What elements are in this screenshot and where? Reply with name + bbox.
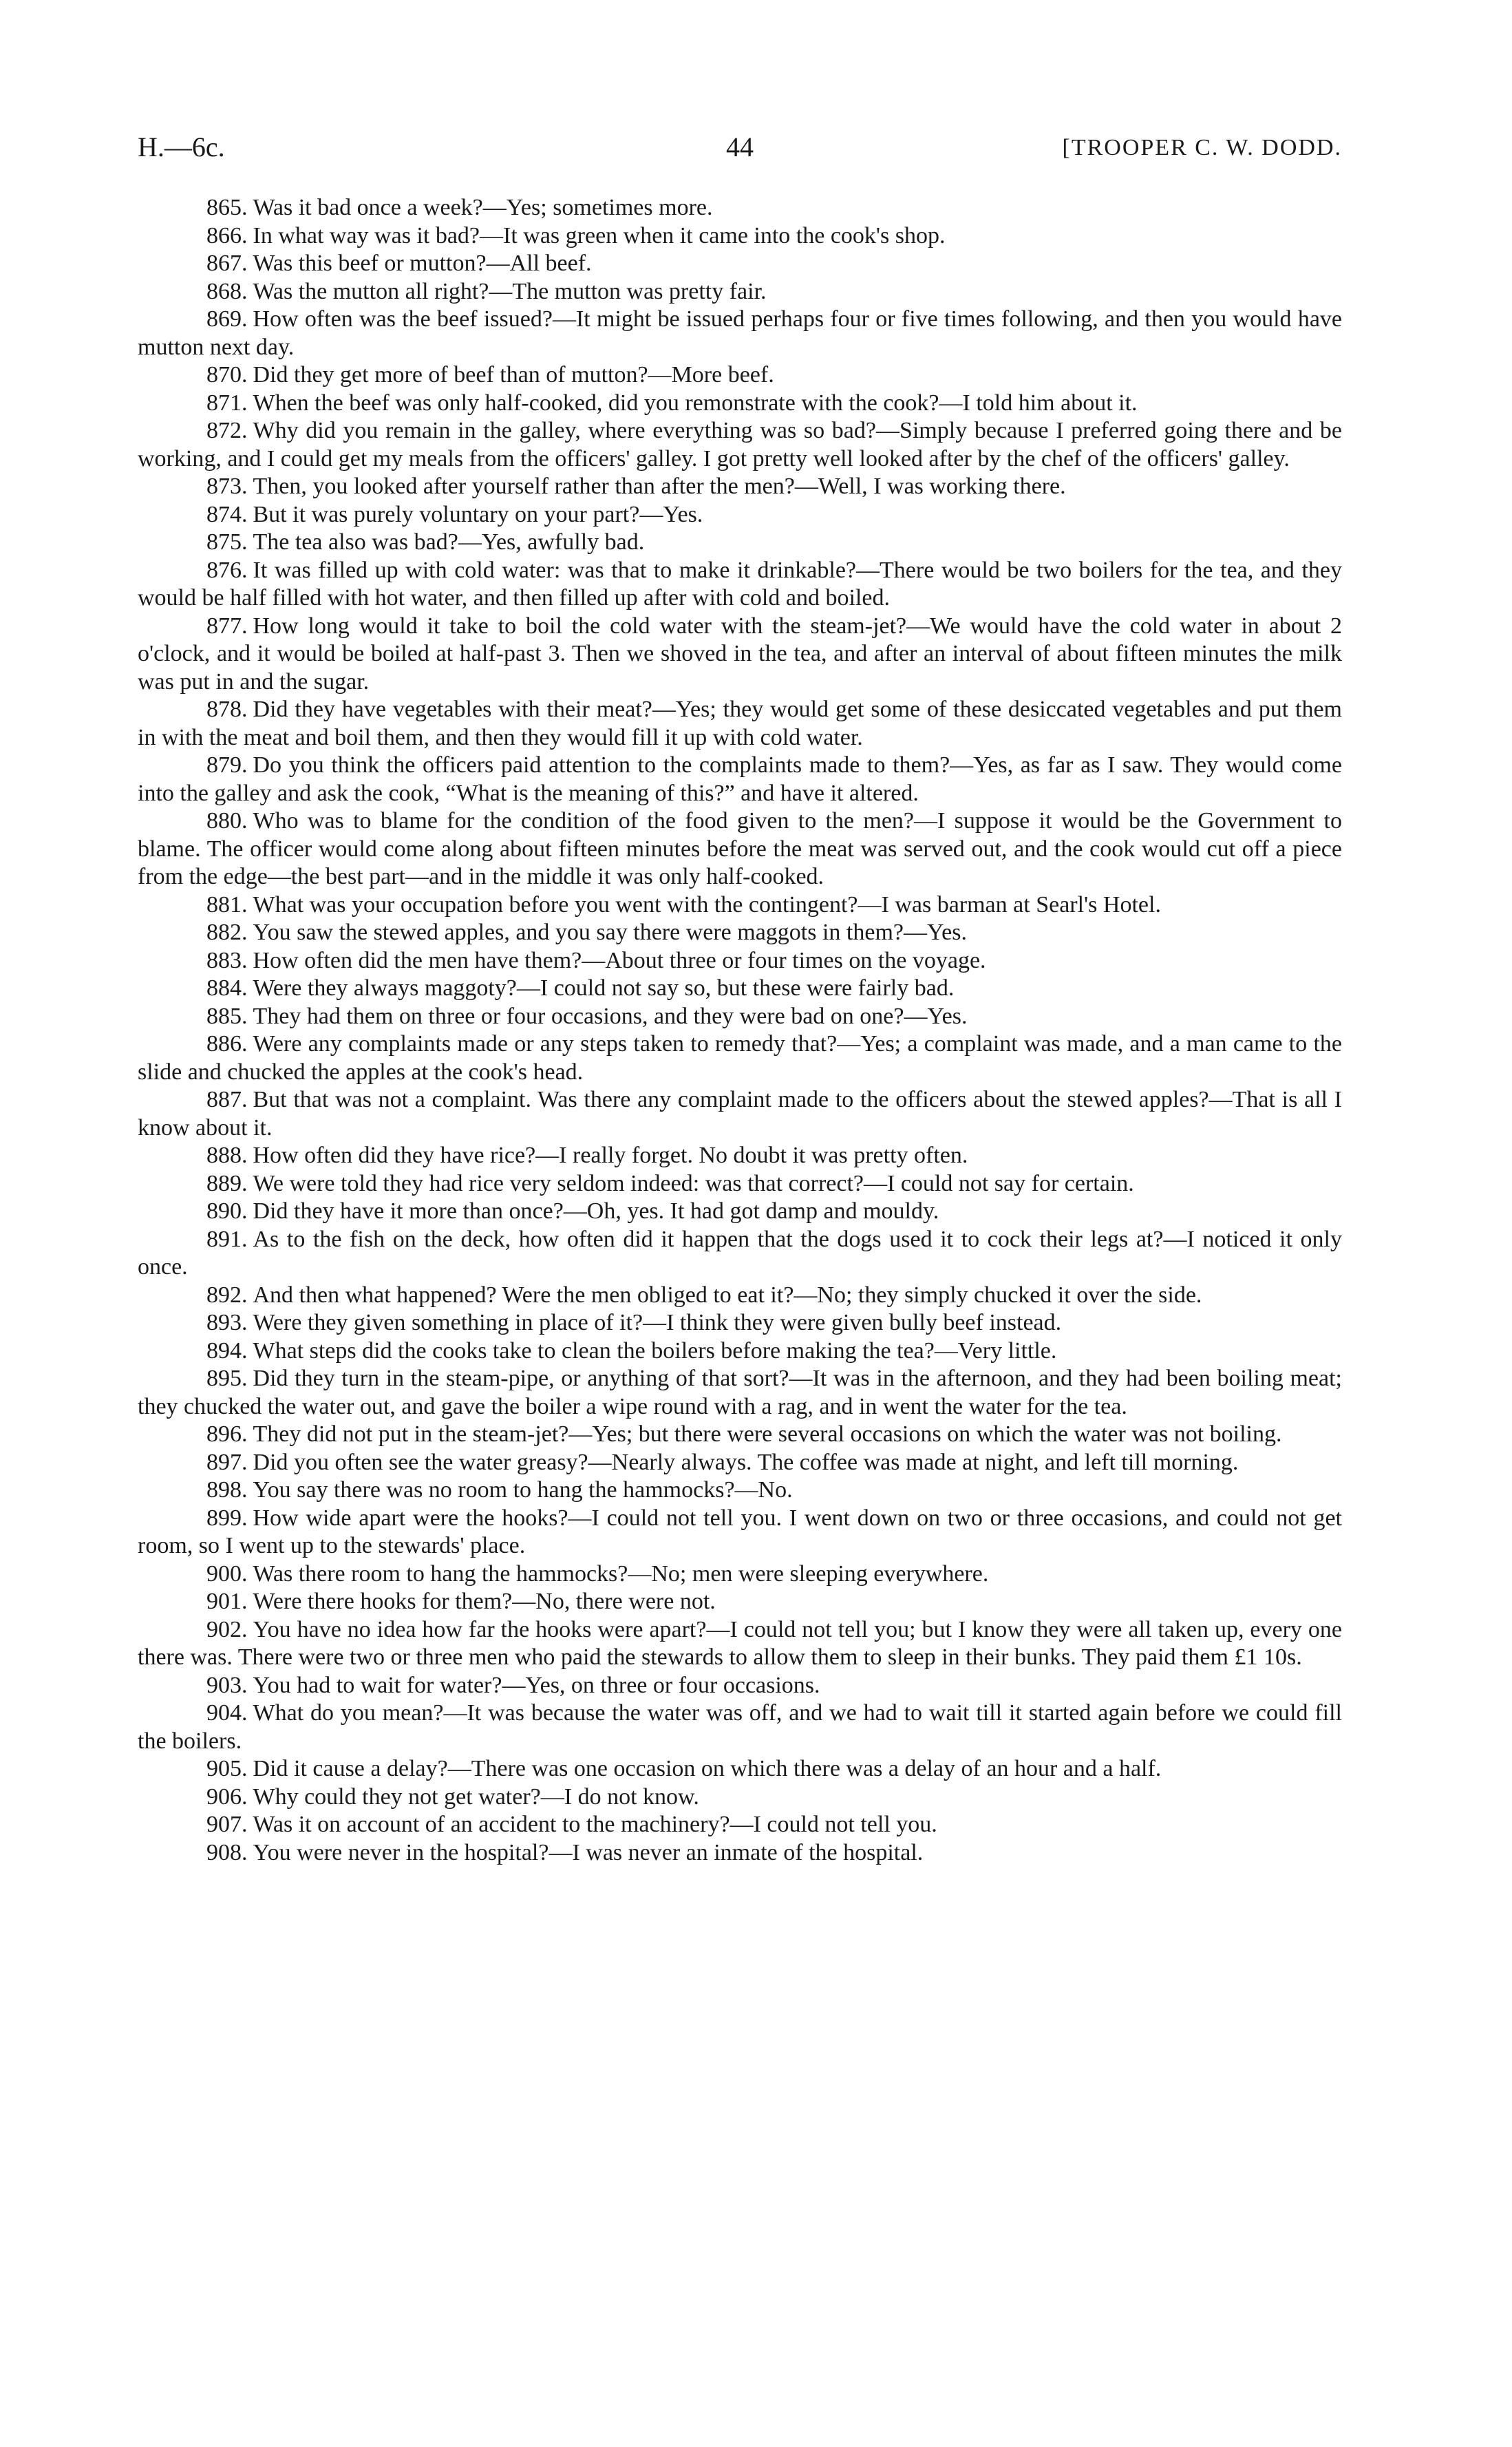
qa-paragraph bbox=[138, 1337, 1342, 1366]
qa-paragraph bbox=[138, 947, 1342, 975]
question-number: 905. bbox=[206, 1756, 248, 1781]
question-number: 879. bbox=[206, 752, 248, 778]
question-answer-text: When the beef was only half-cooked, did you remonstrate with the cook?—I told him about it. bbox=[253, 390, 1138, 416]
qa-paragraph bbox=[138, 1226, 1342, 1282]
question-number: 897. bbox=[206, 1449, 248, 1475]
qa-paragraph bbox=[138, 1142, 1342, 1170]
question-number: 876. bbox=[206, 557, 248, 583]
question-number: 866. bbox=[206, 222, 248, 248]
qa-paragraph bbox=[138, 306, 1342, 361]
qa-paragraph bbox=[138, 891, 1342, 920]
qa-paragraph bbox=[138, 919, 1342, 947]
question-number: 871. bbox=[206, 390, 248, 416]
question-answer-text: Was the mutton all right?—The mutton was pretty fair. bbox=[253, 278, 767, 304]
question-number: 901. bbox=[206, 1589, 248, 1614]
question-number: 907. bbox=[206, 1812, 248, 1837]
question-number: 875. bbox=[206, 529, 248, 555]
qa-paragraph bbox=[138, 1309, 1342, 1337]
qa-paragraph bbox=[138, 1811, 1342, 1839]
qa-paragraph bbox=[138, 1616, 1342, 1672]
qa-paragraph bbox=[138, 1421, 1342, 1449]
qa-paragraph bbox=[138, 250, 1342, 278]
question-number: 873. bbox=[206, 474, 248, 499]
question-answer-text: Did they have it more than once?—Oh, yes. It had got damp and mouldy. bbox=[253, 1198, 939, 1224]
question-answer-text: But it was purely voluntary on your part?—Yes. bbox=[253, 501, 703, 527]
qa-paragraph bbox=[138, 417, 1342, 473]
question-number: 895. bbox=[206, 1366, 248, 1391]
qa-paragraph bbox=[138, 529, 1342, 557]
qa-paragraph bbox=[138, 1282, 1342, 1310]
question-number: 884. bbox=[206, 975, 248, 1001]
qa-paragraph bbox=[138, 361, 1342, 390]
question-answer-text: Why did you remain in the galley, where everything was so bad?—Simply because I preferred going there and be working, and I could get my meals from the officers' galley. I got pretty well looked after by the chef of the officers' galley. bbox=[138, 418, 1342, 472]
question-number: 889. bbox=[206, 1170, 248, 1196]
page-number: 44 bbox=[726, 131, 754, 162]
qa-paragraph bbox=[138, 1198, 1342, 1226]
question-answer-text: How long would it take to boil the cold water with the steam-jet?—We would have the cold water in about 2 o'clock, and it would be boiled at half-past 3. Then we shoved in the tea, and after an interval of about fifteen minutes the milk was put in and the sugar. bbox=[138, 613, 1342, 695]
qa-paragraph bbox=[138, 1783, 1342, 1812]
qa-paragraph bbox=[138, 473, 1342, 501]
qa-paragraph bbox=[138, 1699, 1342, 1755]
question-number: 896. bbox=[206, 1421, 248, 1447]
question-answer-text: How often did the men have them?—About three or four times on the voyage. bbox=[253, 947, 986, 973]
document-reference: H.—6c. bbox=[138, 131, 225, 162]
qa-paragraph bbox=[138, 807, 1342, 891]
question-answer-text: Do you think the officers paid attention to the complaints made to them?—Yes, as far as I saw. They would come into the galley and ask the cook, “What is the meaning of this?” and have it altered. bbox=[138, 752, 1342, 806]
question-number: 885. bbox=[206, 1003, 248, 1029]
qa-paragraph bbox=[138, 222, 1342, 251]
qa-paragraph bbox=[138, 1170, 1342, 1198]
question-answer-text: How wide apart were the hooks?—I could not tell you. I went down on two or three occasions, and could not get room, so I went up to the stewards' place. bbox=[138, 1505, 1342, 1558]
qa-paragraph bbox=[138, 1086, 1342, 1142]
qa-paragraph bbox=[138, 1505, 1342, 1560]
question-answer-text: Did they get more of beef than of mutton?—More beef. bbox=[253, 362, 774, 388]
question-answer-text: You have no idea how far the hooks were apart?—I could not tell you; but I know they were all taken up, every one there was. There were two or three men who paid the stewards to allow them to sleep in their bunks. They paid them £1 10s. bbox=[138, 1616, 1342, 1670]
qa-paragraph bbox=[138, 1755, 1342, 1783]
question-answer-text: Were they always maggoty?—I could not say so, but these were fairly bad. bbox=[253, 975, 955, 1001]
question-answer-text: What do you mean?—It was because the water was off, and we had to wait till it started again before we could fill the boilers. bbox=[138, 1700, 1342, 1754]
question-number: 867. bbox=[206, 251, 248, 276]
question-answer-text: You had to wait for water?—Yes, on three or four occasions. bbox=[253, 1672, 820, 1698]
question-number: 880. bbox=[206, 808, 248, 834]
question-answer-text: The tea also was bad?—Yes, awfully bad. bbox=[253, 529, 645, 555]
question-number: 904. bbox=[206, 1700, 248, 1726]
question-answer-text: As to the fish on the deck, how often did it happen that the dogs used it to cock their legs at?—I noticed it only once. bbox=[138, 1226, 1342, 1280]
question-answer-text: What steps did the cooks take to clean the boilers before making the tea?—Very little. bbox=[253, 1337, 1057, 1364]
question-number: 894. bbox=[206, 1337, 248, 1364]
question-answer-text: You saw the stewed apples, and you say there were maggots in them?—Yes. bbox=[253, 920, 967, 945]
qa-paragraph bbox=[138, 975, 1342, 1003]
question-number: 892. bbox=[206, 1282, 248, 1308]
qa-paragraph bbox=[138, 1672, 1342, 1700]
question-number: 908. bbox=[206, 1839, 248, 1865]
question-number: 883. bbox=[206, 947, 248, 973]
qa-paragraph bbox=[138, 1449, 1342, 1477]
question-answer-text: Was it on account of an accident to the machinery?—I could not tell you. bbox=[253, 1812, 937, 1837]
question-number: 877. bbox=[206, 613, 248, 639]
question-number: 902. bbox=[206, 1616, 248, 1642]
question-number: 898. bbox=[206, 1477, 248, 1503]
question-number: 893. bbox=[206, 1310, 248, 1335]
question-number: 868. bbox=[206, 278, 248, 304]
qa-paragraph bbox=[138, 278, 1342, 306]
question-number: 878. bbox=[206, 697, 248, 722]
qa-paragraph bbox=[138, 613, 1342, 697]
page-header bbox=[138, 131, 1342, 172]
question-answer-text: Did they turn in the steam-pipe, or anything of that sort?—It was in the afternoon, and they had been boiling meat; they chucked the water out, and gave the boiler a wipe round with a rag, and in went the water for the tea. bbox=[138, 1366, 1342, 1419]
testimony-body bbox=[138, 194, 1342, 1867]
question-answer-text: They had them on three or four occasions, and they were bad on one?—Yes. bbox=[253, 1003, 968, 1029]
question-number: 872. bbox=[206, 418, 248, 443]
qa-paragraph bbox=[138, 501, 1342, 529]
question-number: 874. bbox=[206, 501, 248, 527]
question-answer-text: What was your occupation before you went with the contingent?—I was barman at Searl's Hotel. bbox=[253, 891, 1161, 918]
question-number: 887. bbox=[206, 1087, 248, 1112]
question-answer-text: How often did they have rice?—I really forget. No doubt it was pretty often. bbox=[253, 1143, 968, 1168]
qa-paragraph bbox=[138, 1476, 1342, 1505]
question-answer-text: Why could they not get water?—I do not know. bbox=[253, 1783, 699, 1810]
question-answer-text: Who was to blame for the condition of the food given to the men?—I suppose it would be the Government to blame. The officer would come along about fifteen minutes before the meat was served out, and the cook would cut off a piece from the edge—the best part—and in the middle it was only half-cooked. bbox=[138, 808, 1342, 889]
question-number: 865. bbox=[206, 195, 248, 220]
question-answer-text: You were never in the hospital?—I was never an inmate of the hospital. bbox=[253, 1839, 924, 1865]
qa-paragraph bbox=[138, 390, 1342, 418]
question-answer-text: And then what happened? Were the men obliged to eat it?—No; they simply chucked it over the side. bbox=[253, 1282, 1202, 1308]
question-number: 890. bbox=[206, 1198, 248, 1224]
qa-paragraph bbox=[138, 696, 1342, 752]
qa-paragraph bbox=[138, 1588, 1342, 1616]
witness-name: [TROOPER C. W. DODD. bbox=[1062, 135, 1342, 160]
qa-paragraph bbox=[138, 194, 1342, 222]
qa-paragraph bbox=[138, 1839, 1342, 1867]
question-number: 869. bbox=[206, 306, 248, 332]
qa-paragraph bbox=[138, 557, 1342, 613]
question-answer-text: You say there was no room to hang the hammocks?—No. bbox=[253, 1477, 793, 1503]
qa-paragraph bbox=[138, 1003, 1342, 1031]
question-answer-text: Were there hooks for them?—No, there were not. bbox=[253, 1589, 716, 1614]
question-answer-text: Was there room to hang the hammocks?—No; men were sleeping everywhere. bbox=[253, 1560, 989, 1587]
question-answer-text: Were they given something in place of it?—I think they were given bully beef instead. bbox=[253, 1310, 1062, 1335]
question-number: 900. bbox=[206, 1560, 248, 1587]
qa-paragraph bbox=[138, 1030, 1342, 1086]
question-number: 888. bbox=[206, 1143, 248, 1168]
question-answer-text: Did you often see the water greasy?—Nearly always. The coffee was made at night, and left till morning. bbox=[253, 1449, 1239, 1475]
question-number: 903. bbox=[206, 1672, 248, 1698]
question-number: 870. bbox=[206, 362, 248, 388]
question-number: 899. bbox=[206, 1505, 248, 1531]
qa-paragraph bbox=[138, 1365, 1342, 1421]
question-number: 881. bbox=[206, 891, 248, 918]
question-answer-text: In what way was it bad?—It was green when it came into the cook's shop. bbox=[253, 222, 946, 248]
question-answer-text: We were told they had rice very seldom indeed: was that correct?—I could not say for certain. bbox=[253, 1170, 1134, 1196]
question-answer-text: Was this beef or mutton?—All beef. bbox=[253, 251, 592, 276]
question-answer-text: Did it cause a delay?—There was one occasion on which there was a delay of an hour and a half. bbox=[253, 1756, 1162, 1781]
question-number: 882. bbox=[206, 920, 248, 945]
question-answer-text: Were any complaints made or any steps taken to remedy that?—Yes; a complaint was made, and a man came to the slide and chucked the apples at the cook's head. bbox=[138, 1031, 1342, 1085]
question-answer-text: How often was the beef issued?—It might be issued perhaps four or five times following, and then you would have mutton next day. bbox=[138, 306, 1342, 360]
question-answer-text: They did not put in the steam-jet?—Yes; but there were several occasions on which the water was not boiling. bbox=[253, 1421, 1282, 1447]
question-answer-text: Then, you looked after yourself rather than after the men?—Well, I was working there. bbox=[253, 474, 1066, 499]
qa-paragraph bbox=[138, 752, 1342, 807]
question-answer-text: It was filled up with cold water: was that to make it drinkable?—There would be two boilers for the tea, and they would be half filled with hot water, and then filled up after with cold and boiled. bbox=[138, 557, 1342, 611]
question-answer-text: Was it bad once a week?—Yes; sometimes more. bbox=[253, 195, 713, 220]
question-answer-text: But that was not a complaint. Was there any complaint made to the officers about the stewed apples?—That is all I know about it. bbox=[138, 1087, 1342, 1141]
question-number: 886. bbox=[206, 1031, 248, 1057]
qa-paragraph bbox=[138, 1560, 1342, 1589]
question-number: 906. bbox=[206, 1783, 248, 1810]
question-answer-text: Did they have vegetables with their meat?—Yes; they would get some of these desiccated vegetables and put them in with the meat and boil them, and then they would fill it up with cold water. bbox=[138, 697, 1342, 750]
question-number: 891. bbox=[206, 1226, 248, 1252]
